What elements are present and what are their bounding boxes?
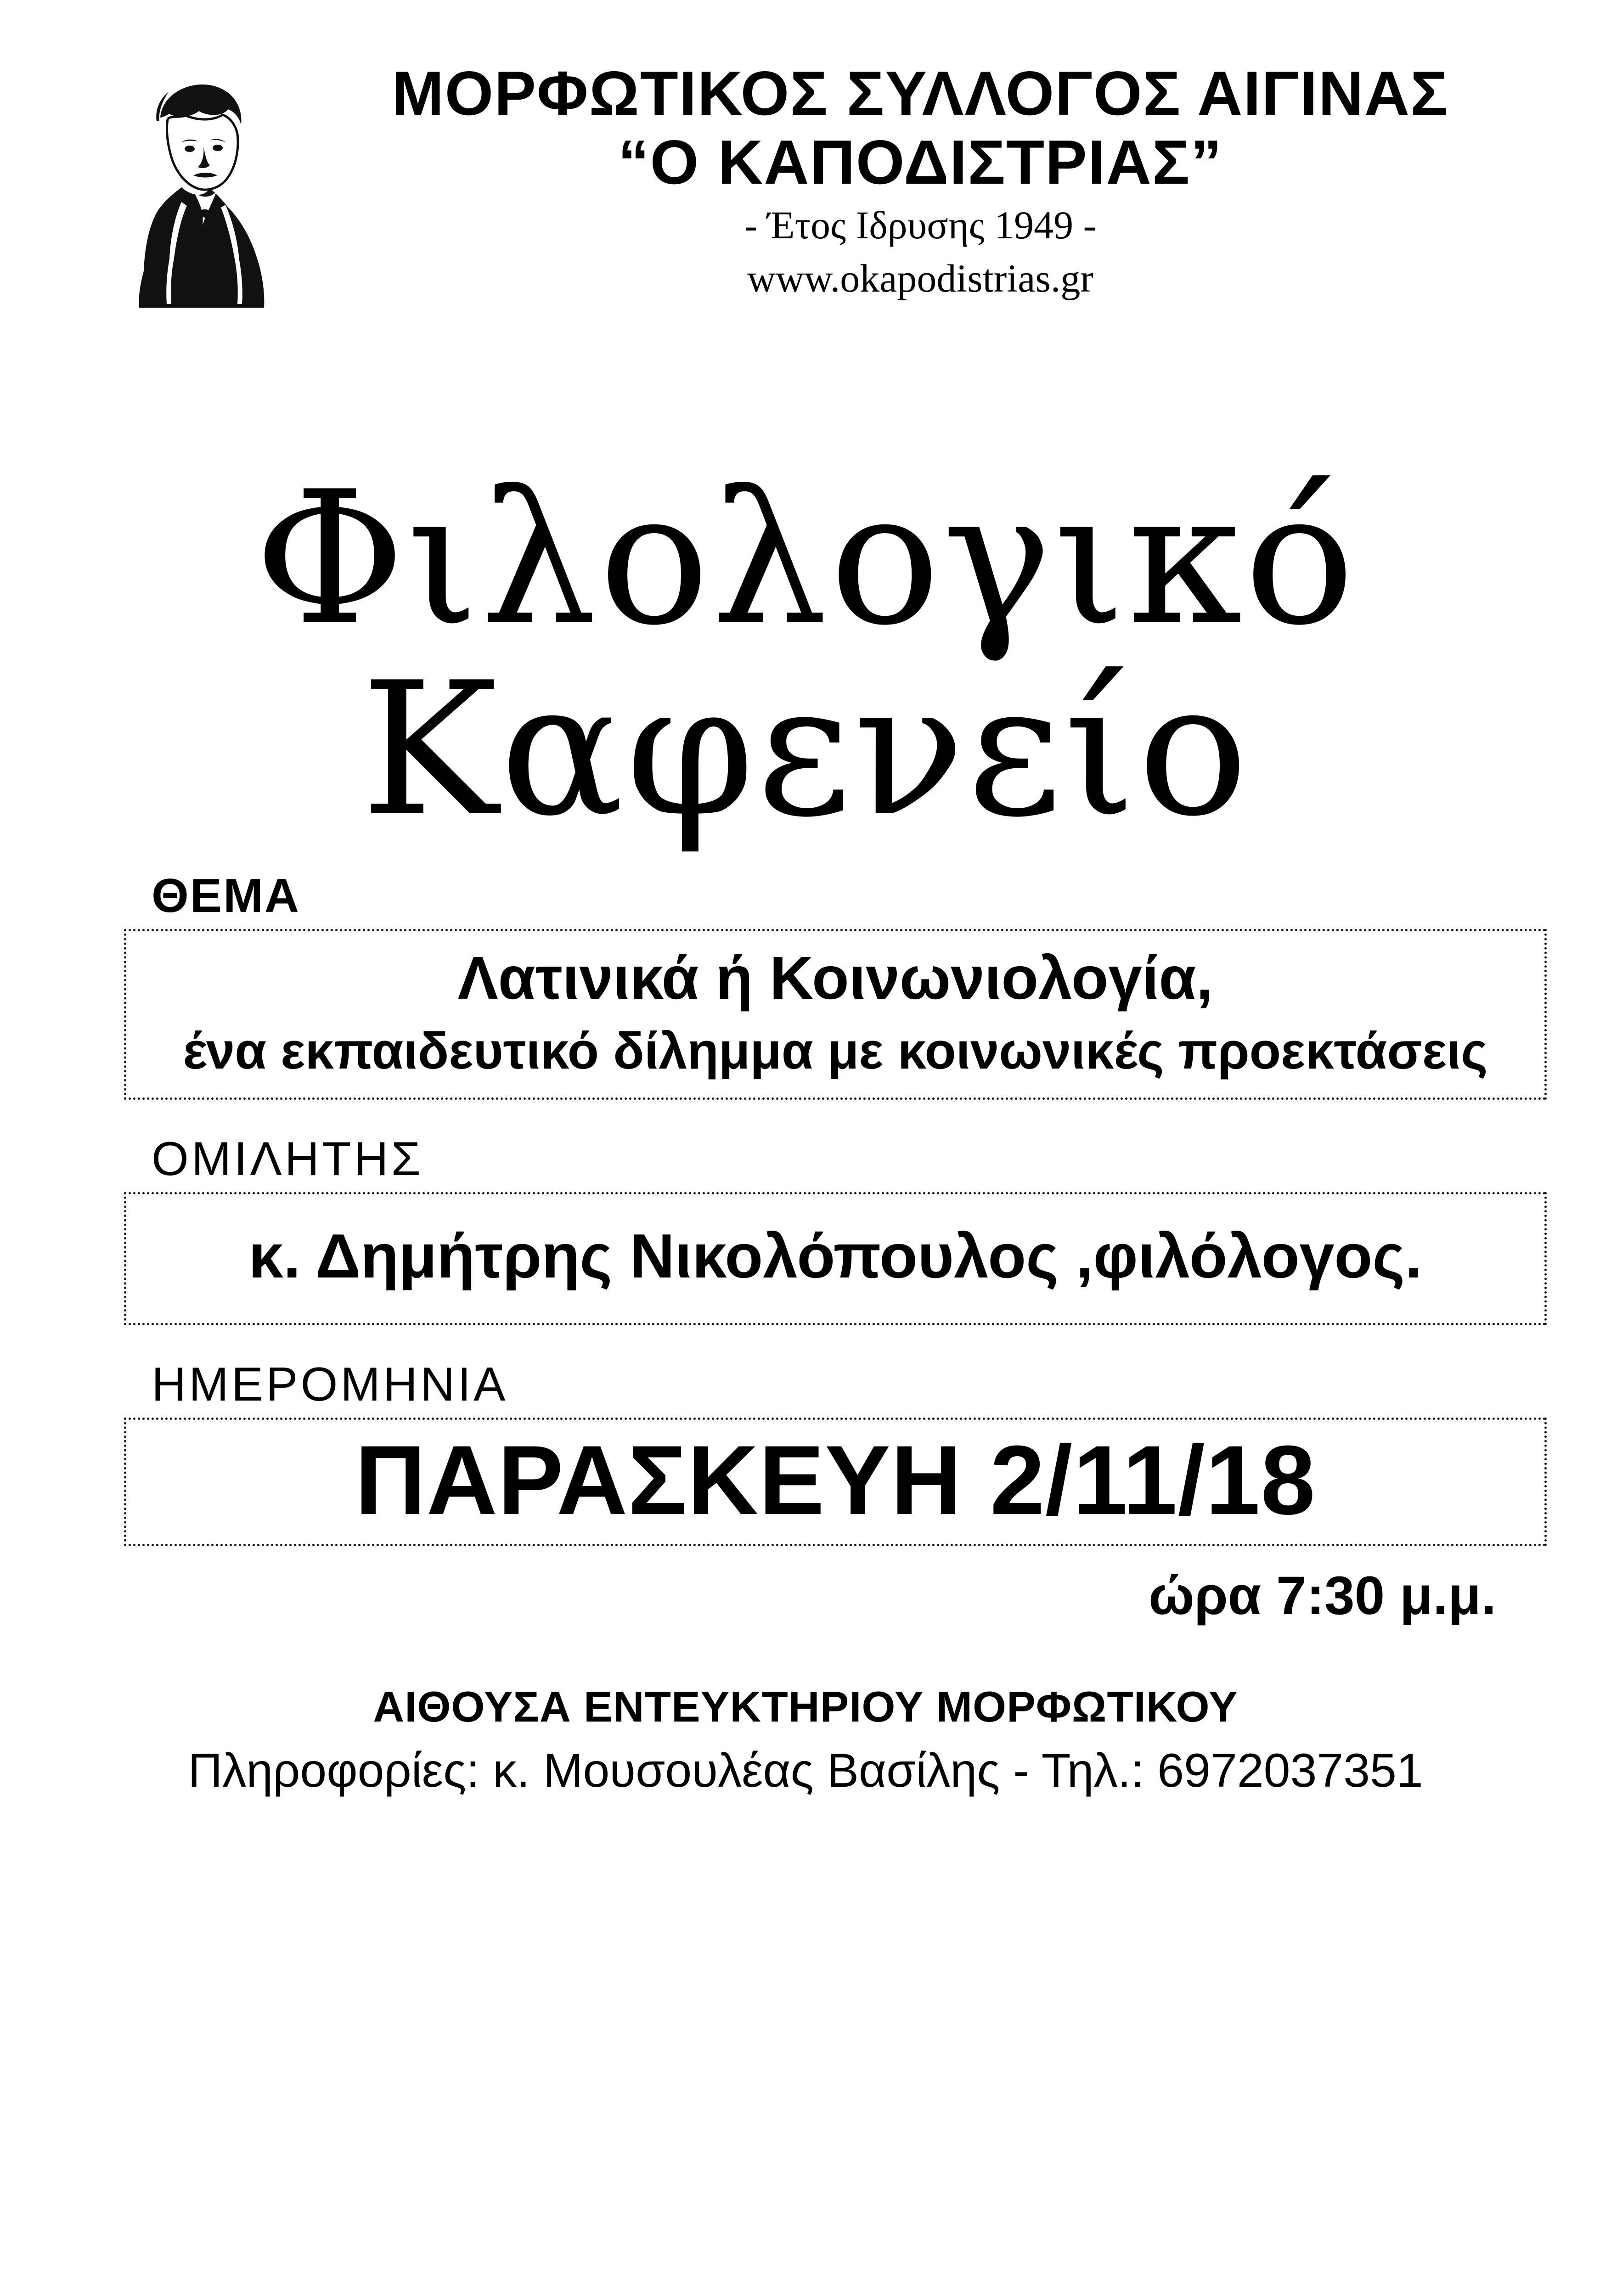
title-line-1: Φιλολογικό bbox=[254, 452, 1357, 666]
speaker-label: ΟΜΙΛΗΤΗΣ bbox=[152, 1132, 423, 1186]
poster-header bbox=[0, 60, 1611, 335]
poster-title bbox=[0, 452, 1611, 857]
organization-name-line1: ΜΟΡΦΩΤΙΚΟΣ ΣΥΛΛΟΓΟΣ ΑΙΓΙΝΑΣ bbox=[392, 58, 1449, 128]
speaker-section bbox=[0, 1132, 1611, 1325]
kapodistrias-portrait-emblem-icon bbox=[113, 73, 292, 312]
topic-line-1: Λατινικά ή Κοινωνιολογία, bbox=[457, 944, 1213, 1012]
organization-name-line2: “Ο ΚΑΠΟΔΙΣΤΡΙΑΣ” bbox=[618, 127, 1223, 197]
venue-name: ΑΙΘΟΥΣΑ ΕΝΤΕΥΚΤΗΡΙΟΥ ΜΟΡΦΩΤΙΚΟΥ bbox=[373, 1683, 1238, 1731]
founded-year: - Έτος Ιδρυσης 1949 - bbox=[744, 203, 1097, 248]
speaker-box bbox=[124, 1192, 1547, 1325]
event-time: ώρα 7:30 μ.μ. bbox=[1149, 1565, 1496, 1626]
date-label: ΗΜΕΡΟΜΗΝΙΑ bbox=[152, 1357, 508, 1411]
poster-footer bbox=[0, 1682, 1611, 1798]
title-line-2: Καφενείο bbox=[361, 643, 1250, 857]
speaker-name: κ. Δημήτρης Νικολόπουλος ,φιλόλογος. bbox=[248, 1221, 1422, 1291]
website-url[interactable]: www.okapodistrias.gr bbox=[747, 256, 1093, 300]
date-section bbox=[0, 1357, 1611, 1627]
date-box bbox=[124, 1418, 1547, 1547]
event-poster bbox=[0, 60, 1611, 2296]
topic-box bbox=[124, 929, 1547, 1100]
topic-line-2: ένα εκπαιδευτικό δίλημμα με κοινωνικές προεκτάσεις bbox=[183, 1022, 1488, 1080]
header-text-block bbox=[285, 60, 1556, 304]
topic-section bbox=[0, 869, 1611, 1100]
contact-info: Πληροφορίες: κ. Μουσουλέας Βασίλης - Τηλ.: 6972037351 bbox=[188, 1744, 1423, 1798]
date-value: ΠΑΡΑΣΚΕΥΗ 2/11/18 bbox=[355, 1425, 1316, 1535]
topic-label: ΘΕΜΑ bbox=[152, 869, 300, 923]
